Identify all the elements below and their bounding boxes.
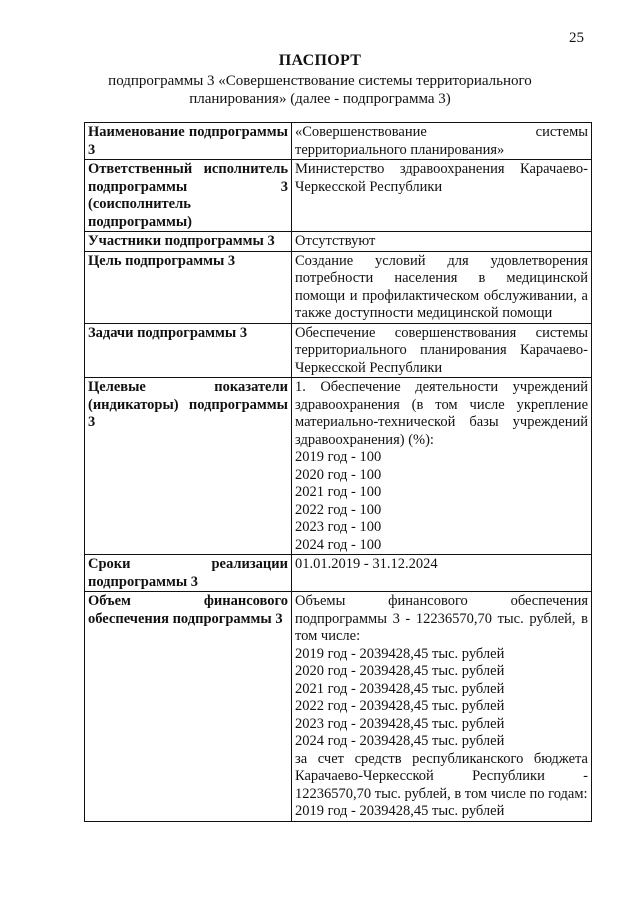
row-value-tasks [292,323,592,378]
table-row [85,123,592,160]
value-line: 2022 год - 2039428,45 тыс. рублей [295,698,505,714]
value-line: 2022 год - 100 [295,501,382,518]
page-number: 25 [569,30,584,46]
table-row [85,592,592,822]
value-line: 01.01.2019 - 31.12.2024 [295,556,438,572]
row-label-executor: Ответственный исполнитель подпрограммы 3 (соисполнитель подпрограммы) [85,160,292,232]
value-line: 2019 год - 100 [295,449,382,465]
row-value-indicators [292,378,592,555]
value-line: 2019 год - 2039428,45 тыс. рублей [295,803,505,819]
document-title: ПАСПОРТ [278,52,362,69]
value-line: 2021 год - 100 [295,484,382,500]
value-line: Создание условий для удовлетворения потребности населения в медицинской помощи и профилактическом обслуживании, а также доступности медицинской помощи [295,252,588,321]
row-label-participants: Участники подпрограммы 3 [85,232,292,252]
value-line: Министерство здравоохранения Карачаево-Черкесской Республики [295,161,588,195]
row-value-goal [292,251,592,323]
table-row [85,555,592,592]
row-label-name: Наименование подпрограммы 3 [85,123,292,160]
row-value-participants [292,232,592,252]
value-line: 2021 год - 2039428,45 тыс. рублей [295,680,505,697]
value-line: Обеспечение совершенствования системы территориального планирования Карачаево-Черкесской Республики [295,324,588,376]
row-label-tasks: Задачи подпрограммы 3 [85,323,292,378]
row-label-indicators: Целевые показатели (индикаторы) подпрограммы 3 [85,378,292,555]
value-line: 2020 год - 2039428,45 тыс. рублей [295,663,505,679]
row-label-terms: Сроки реализации подпрограммы 3 [85,555,292,592]
row-value-executor [292,160,592,232]
value-line: 2024 год - 100 [295,536,382,553]
row-value-funding [292,592,592,822]
row-value-name [292,123,592,160]
value-line: 2024 год - 2039428,45 тыс. рублей [295,733,505,749]
table-row [85,232,592,252]
value-line: за счет средств республиканского бюджета Карачаево-Черкесской Республики - 12236570,70 тыс. рублей, в том числе по годам: [295,750,588,802]
value-line: 2020 год - 100 [295,466,382,483]
row-label-goal: Цель подпрограммы 3 [85,251,292,323]
value-line: Отсутствуют [295,233,376,249]
table-row [85,251,592,323]
passport-table [84,122,592,822]
value-line: 2023 год - 100 [295,519,382,535]
value-line: 1. Обеспечение деятельности учреждений здравоохранения (в том числе укрепление материально-технической базы учреждений здравоохранения) (%): [295,379,588,448]
value-line: 2023 год - 2039428,45 тыс. рублей [295,715,505,732]
table-row [85,378,592,555]
value-line: «Совершенствование системы территориального планирования» [295,124,588,158]
row-label-funding: Объем финансового обеспечения подпрограммы 3 [85,592,292,822]
table-row [85,323,592,378]
value-line: Объемы финансового обеспечения подпрограммы 3 - 12236570,70 тыс. рублей, в том числе: [295,593,588,644]
value-line: 2019 год - 2039428,45 тыс. рублей [295,645,505,662]
row-value-terms [292,555,592,592]
table-row [85,160,592,232]
document-subtitle: подпрограммы 3 «Совершенствование системы территориального планирования» (далее - подпрограмма 3) [108,73,532,107]
